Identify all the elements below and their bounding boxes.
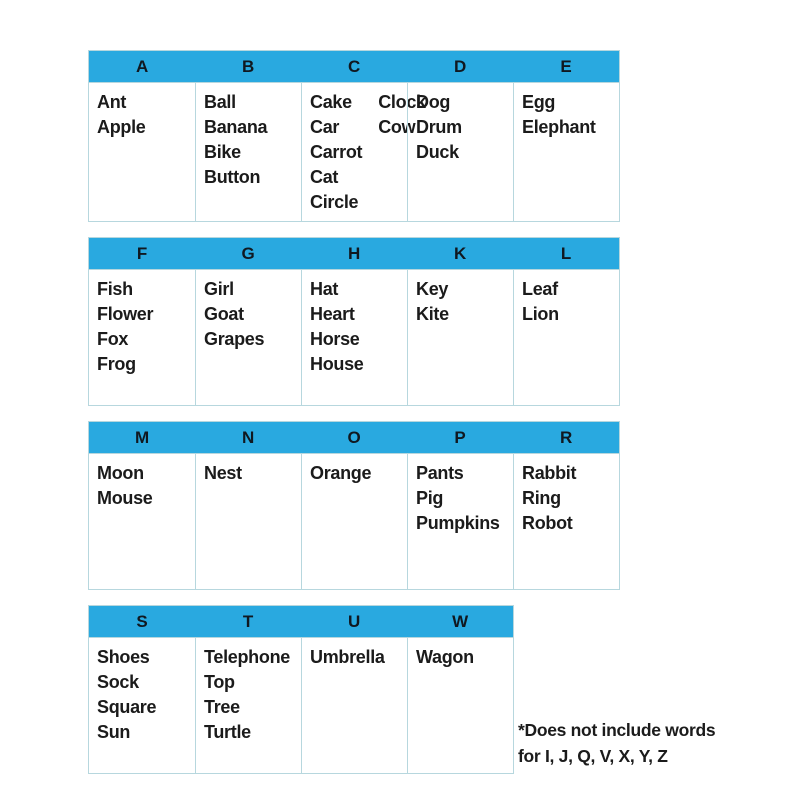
word: Button [204,167,261,187]
column-header-u: U [347,611,361,631]
word: Pig [416,488,444,508]
word-column [416,90,462,165]
word-cell-u [301,638,407,773]
word: Banana [204,117,268,137]
word: Rabbit [522,463,577,483]
word-table-f-l [88,237,620,406]
word-cell-t [195,638,301,773]
word-column [310,90,362,215]
column-header-t: T [242,611,254,631]
word: House [310,354,364,374]
word: Wagon [416,647,474,667]
column-header-a: A [135,56,149,76]
word: Horse [310,329,360,349]
word-column [522,90,596,140]
word-cell-o [301,454,407,589]
word: Hat [310,279,339,299]
word: Key [416,279,449,299]
word: Egg [522,92,556,112]
word: Fox [97,329,129,349]
word: Drum [416,117,462,137]
word: Bike [204,142,241,162]
table-header-row [89,606,513,637]
word: Ring [522,488,561,508]
column-header-h: H [347,243,361,263]
column-header-m: M [135,427,149,447]
footnote-line-2: for I, J, Q, V, X, Y, Z [518,746,668,766]
column-header-g: G [241,243,255,263]
word: Girl [204,279,234,299]
word-cell-b [195,83,301,221]
word: Square [97,697,157,717]
word: Sun [97,722,131,742]
column-header-b: B [241,56,255,76]
word: Sock [97,672,139,692]
column-header-r: R [559,427,573,447]
word: Elephant [522,117,596,137]
word: Circle [310,192,359,212]
table-header-row [89,238,619,269]
word-column [522,277,559,327]
word-cell-n [195,454,301,589]
word: Fish [97,279,133,299]
word-cell-k [407,270,513,405]
word-cell-r [513,454,619,589]
word: Nest [204,463,242,483]
word: Grapes [204,329,265,349]
table-header-row [89,422,619,453]
word-column [97,645,156,745]
word: Kite [416,304,449,324]
word-cell-p [407,454,513,589]
word: Cat [310,167,339,187]
word: Pumpkins [416,513,500,533]
word-column [310,645,385,670]
word: Moon [97,463,144,483]
word-column [204,645,290,745]
word-cell-g [195,270,301,405]
word-cell-d [407,83,513,221]
table-body-row [89,637,513,773]
word: Apple [97,117,146,137]
word: Robot [522,513,573,533]
word: Goat [204,304,244,324]
word: Lion [522,304,559,324]
table-header-row [89,51,619,82]
word-column [97,461,153,511]
word: Shoes [97,647,150,667]
word: Umbrella [310,647,385,667]
word-column [204,277,264,352]
column-header-c: C [347,56,361,76]
column-header-f: F [136,243,148,263]
word: Frog [97,354,136,374]
word-cell-h [301,270,407,405]
word-cell-e [513,83,619,221]
word-cell-s [89,638,195,773]
word-column [416,461,500,536]
footnote-line-1: *Does not include words [518,720,716,740]
word-cell-m [89,454,195,589]
word: Dog [416,92,451,112]
word-column [416,277,449,327]
word-cell-a [89,83,195,221]
word-cell-f [89,270,195,405]
word-column [97,90,146,140]
table-body-row [89,453,619,589]
column-header-s: S [136,611,148,631]
word: Telephone [204,647,290,667]
word: Heart [310,304,355,324]
word: Tree [204,697,240,717]
word: Mouse [97,488,153,508]
column-header-d: D [453,56,467,76]
column-header-n: N [241,427,255,447]
word-column [522,461,576,536]
word: Pants [416,463,464,483]
word-table-m-r [88,421,620,590]
word: Duck [416,142,459,162]
column-header-o: O [347,427,361,447]
table-body-row [89,269,619,405]
word-column [310,461,371,486]
word: Flower [97,304,154,324]
column-header-e: E [560,56,572,76]
word: Cow [378,117,416,137]
word-column [416,645,474,670]
word: Cake [310,92,352,112]
word: Ball [204,92,236,112]
footnote [518,717,715,769]
column-header-w: W [452,611,468,631]
word-column [204,461,242,486]
table-body-row [89,82,619,221]
word-column [97,277,153,377]
word-table-s-w [88,605,514,774]
word: Clock [378,92,426,112]
word-table-a-e [88,50,620,222]
word-cell-c [301,83,426,221]
word: Orange [310,463,372,483]
word: Ant [97,92,127,112]
column-header-k: K [453,243,467,263]
word: Carrot [310,142,363,162]
word: Car [310,117,340,137]
word-cell-l [513,270,619,405]
word: Top [204,672,235,692]
word-column [310,277,364,377]
word-column [204,90,267,190]
column-header-l: L [560,243,572,263]
word: Turtle [204,722,251,742]
word-tables [88,50,620,774]
word: Leaf [522,279,558,299]
word-cell-w [407,638,513,773]
column-header-p: P [454,427,466,447]
